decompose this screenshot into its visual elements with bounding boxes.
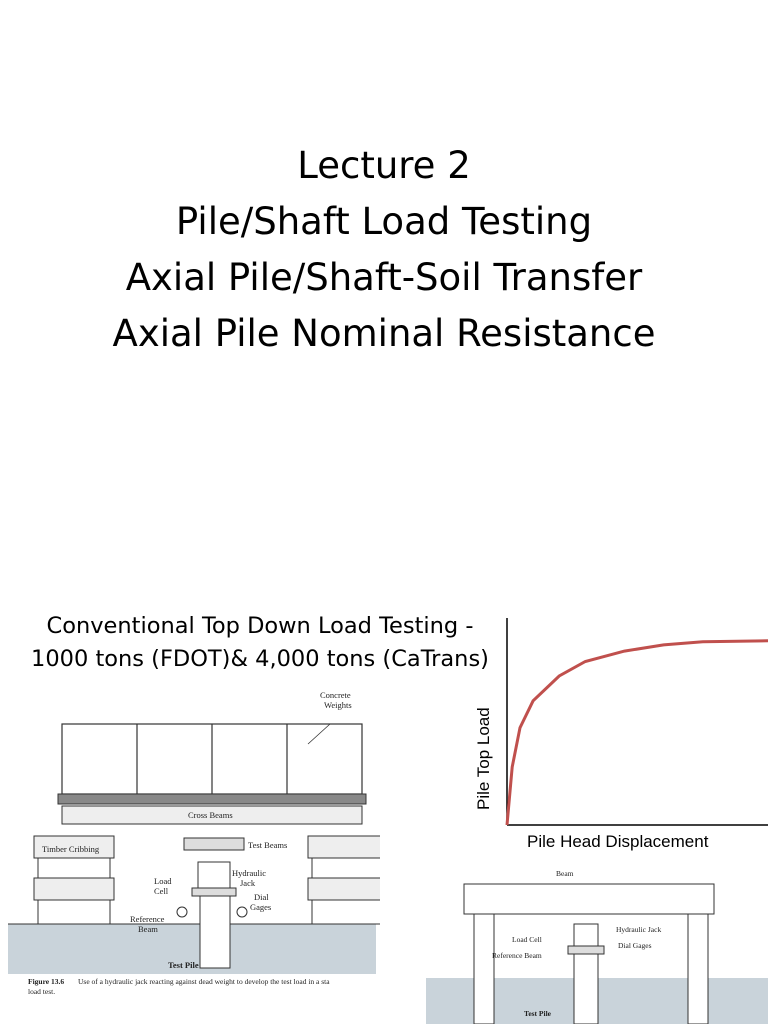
x-axis-label: Pile Head Displacement [527, 832, 709, 851]
static-load-test-figure [8, 686, 380, 1012]
label-reference-beam-2: Beam [138, 924, 158, 934]
right-label-dial-gages: Dial Gages [618, 941, 652, 950]
hydraulic-jack [198, 862, 230, 888]
right-load-cell [568, 946, 604, 954]
test-pile [200, 896, 230, 968]
title-block [0, 138, 768, 362]
title-line-4: Axial Pile Nominal Resistance [112, 312, 656, 355]
label-concrete-1: Concrete [320, 690, 351, 700]
load-displacement-curve [507, 641, 768, 825]
title-line-3: Axial Pile/Shaft-Soil Transfer [125, 256, 643, 299]
right-test-pile [574, 954, 598, 1024]
right-jack [574, 924, 598, 946]
reaction-beam-figure [426, 866, 768, 1024]
label-dial-gages-2: Gages [250, 902, 272, 912]
right-reaction-pile [688, 914, 708, 1024]
right-label-beam: Beam [556, 869, 574, 878]
caption-line-2: 1000 tons (FDOT)& 4,000 tons (CaTrans) [31, 646, 489, 672]
dial-gage-left [177, 907, 187, 917]
label-load-cell-2: Cell [154, 886, 169, 896]
load-cell [192, 888, 236, 896]
label-reference-beam-1: Reference [130, 914, 165, 924]
concrete-weights [62, 724, 362, 794]
right-label-load-cell: Load Cell [512, 935, 542, 944]
title-line-1: Lecture 2 [297, 144, 471, 187]
label-hydraulic-jack-2: Jack [240, 878, 256, 888]
load-displacement-chart [440, 610, 768, 860]
label-test-beams: Test Beams [248, 840, 288, 850]
test-beams [184, 838, 244, 850]
y-axis-label: Pile Top Load [474, 707, 493, 810]
label-test-pile: Test Pile [168, 960, 199, 970]
timber-cribbing-right [308, 836, 380, 924]
title-line-2: Pile/Shaft Load Testing [175, 200, 593, 243]
label-concrete-2: Weights [324, 700, 352, 710]
label-cross-beams: Cross Beams [188, 810, 233, 820]
right-label-jack: Hydraulic Jack [616, 925, 662, 934]
label-hydraulic-jack-1: Hydraulic [232, 868, 266, 878]
caption-line-1: Conventional Top Down Load Testing - [46, 613, 474, 639]
label-load-cell-1: Load [154, 876, 172, 886]
right-label-reference-beam: Reference Beam [492, 951, 542, 960]
beam-layer [58, 794, 366, 804]
figure-number: Figure 13.6 [28, 977, 65, 986]
right-label-test-pile: Test Pile [524, 1009, 552, 1018]
label-timber-cribbing: Timber Cribbing [42, 844, 100, 854]
label-dial-gages-1: Dial [254, 892, 269, 902]
figure-caption-line-1: Use of a hydraulic jack reacting against dead weight to develop the test load in a sta [78, 977, 330, 986]
left-reaction-pile [474, 914, 494, 1024]
reaction-beam [464, 884, 714, 914]
dial-gage-right [237, 907, 247, 917]
figure-caption-line-2: load test. [28, 987, 56, 996]
